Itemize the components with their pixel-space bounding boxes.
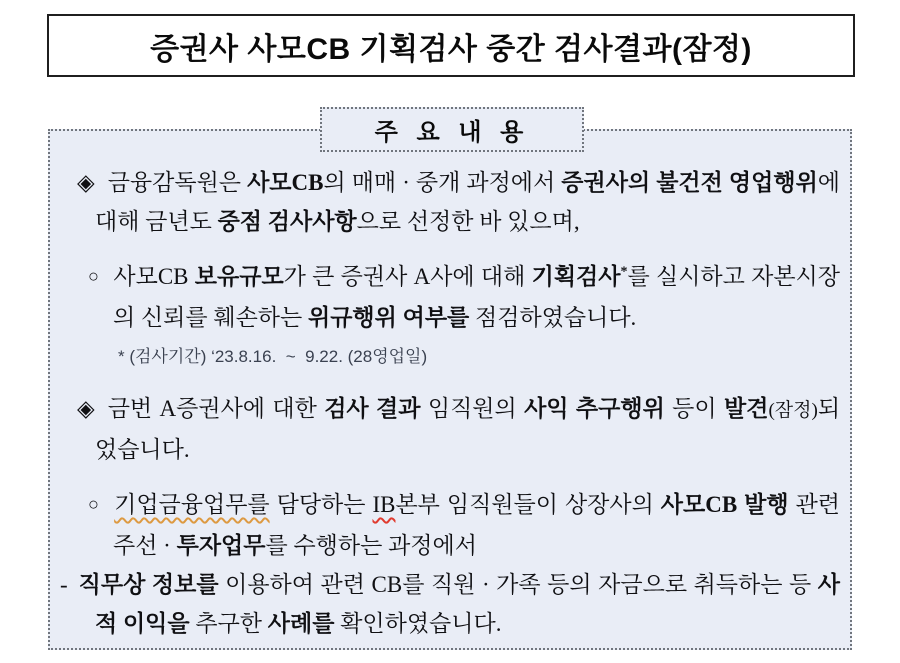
text-run: 중점 검사사항 bbox=[217, 209, 357, 234]
content-paragraph bbox=[74, 485, 840, 565]
text-run: 사례를 bbox=[267, 611, 335, 636]
summary-label: 주 요 내 용 bbox=[374, 119, 530, 146]
text-run: 사모CB bbox=[113, 264, 195, 289]
text-run: 사적 이익을 bbox=[95, 572, 841, 636]
text-run: * bbox=[620, 264, 628, 280]
text-run: 사모CB bbox=[247, 170, 324, 195]
content-paragraph bbox=[74, 163, 840, 241]
text-run: 이용하여 관련 CB를 직원 · 가족 등의 자금으로 취득하는 등 bbox=[218, 572, 818, 597]
circle-bullet-icon: ○ bbox=[88, 494, 101, 514]
content-paragraph bbox=[60, 565, 840, 643]
text-run: 으로 선정한 바 있으며, bbox=[356, 209, 580, 234]
text-run: (잠정) bbox=[768, 400, 818, 421]
text-run: 관련 주선 · bbox=[113, 492, 841, 558]
footnote: * (검사기간) ‘23.8.16. ~ 9.22. (28영업일) bbox=[118, 347, 428, 366]
text-run: 사익 추구행위 bbox=[524, 396, 665, 421]
text-run: 임직원의 bbox=[420, 396, 525, 421]
text-run: 되었습니다. bbox=[95, 396, 841, 462]
text-run: 위규행위 여부를 bbox=[308, 305, 470, 330]
text-run: 기획검사 bbox=[531, 264, 621, 289]
text-run: IB bbox=[372, 492, 396, 517]
text-run: 에 대해 금년도 bbox=[95, 170, 840, 234]
text-run: 금번 A증권사에 대한 bbox=[107, 396, 325, 421]
text-run: 등이 bbox=[664, 396, 724, 421]
text-run: 증권사의 불건전 영업행위 bbox=[561, 170, 818, 195]
text-run: 가 큰 증권사 A사에 대해 bbox=[283, 264, 532, 289]
text-run: 사모CB 발행 bbox=[660, 492, 789, 517]
text-run: 직무상 정보를 bbox=[78, 572, 219, 597]
summary-label-box bbox=[320, 107, 584, 152]
main-panel bbox=[48, 129, 852, 650]
text-run: 를 실시하고 자본시장의 신뢰를 훼손하는 bbox=[113, 264, 840, 330]
text-run: 확인하였습니다. bbox=[334, 611, 502, 636]
text-run: 보유규모 bbox=[194, 264, 284, 289]
text-run: 투자업무 bbox=[176, 533, 266, 558]
dash-bullet-icon: - bbox=[60, 572, 68, 597]
text-run: 본부 임직원들이 상장사의 bbox=[395, 492, 661, 517]
text-run: 점검하였습니다. bbox=[469, 305, 637, 330]
text-run: 기업금융업무를 bbox=[114, 492, 270, 517]
text-run: 검사 결과 bbox=[324, 396, 421, 421]
diamond-bullet-icon: ◈ bbox=[77, 170, 95, 195]
content-blocks bbox=[60, 163, 841, 643]
title-box bbox=[47, 14, 855, 77]
text-run: 추구한 bbox=[189, 611, 268, 636]
page-title: 증권사 사모CB 기획검사 중간 검사결과(잠정) bbox=[150, 32, 752, 66]
text-run: 를 수행하는 과정에서 bbox=[265, 533, 477, 558]
text-run: 금융감독원은 bbox=[107, 170, 248, 195]
text-run: 의 매매 · 중개 과정에서 bbox=[323, 170, 562, 195]
circle-bullet-icon: ○ bbox=[88, 266, 100, 286]
text-run: 발견 bbox=[724, 396, 769, 421]
content-paragraph bbox=[74, 257, 840, 337]
content-paragraph bbox=[74, 389, 840, 469]
text-run: 담당하는 bbox=[269, 492, 373, 517]
diamond-bullet-icon: ◈ bbox=[77, 396, 95, 421]
